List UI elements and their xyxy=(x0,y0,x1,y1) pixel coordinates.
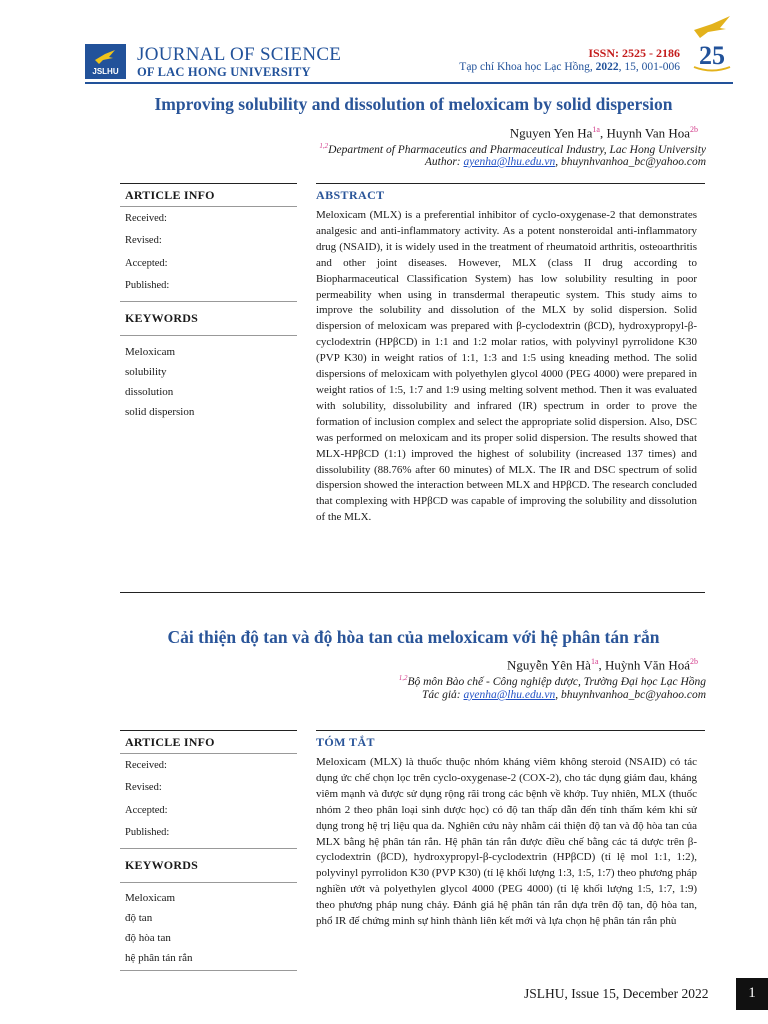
article-info-heading: ARTICLE INFO xyxy=(125,735,215,749)
keyword-item: dissolution xyxy=(125,386,174,398)
divider xyxy=(120,882,297,883)
divider xyxy=(316,730,705,731)
keyword-item: solid dispersion xyxy=(125,406,195,418)
keyword-item: Meloxicam xyxy=(125,892,176,904)
affiliation-english: $^{1,2}$Department of Pharmaceutics and Pharmaceutical Industry, Lac Hong University xyxy=(319,142,706,156)
plane-icon xyxy=(694,16,730,38)
journal-subtitle: OF LAC HONG UNIVERSITY xyxy=(137,65,311,79)
divider xyxy=(120,335,297,336)
issn: ISSN: 2525 - 2186 xyxy=(588,46,680,60)
citation: Tạp chí Khoa học Lạc Hồng, 2022, 15, 001-006 xyxy=(459,61,680,73)
authors-vietnamese: Nguyễn Yên $Hà^{1a}$, Huỳnh Văn Hoá$^{2b}$ xyxy=(506,657,698,673)
divider xyxy=(120,183,297,184)
header-divider xyxy=(85,82,733,84)
divider xyxy=(120,206,297,207)
title-vietnamese: Cải thiện độ tan và độ hòa tan của meloxicam với hệ phân tán rắn xyxy=(167,627,660,647)
keyword-item: solubility xyxy=(125,366,167,378)
email-link[interactable]: ayenha@lhu.edu.vn xyxy=(463,689,556,701)
footer-issue: JSLHU, Issue 15, December 2022 xyxy=(524,986,709,1001)
article-info-heading: ARTICLE INFO xyxy=(125,188,215,202)
divider xyxy=(120,753,297,754)
keyword-item: hệ phân tán rắn xyxy=(125,952,193,964)
keyword-item: Meloxicam xyxy=(125,346,176,358)
published-label: Published: xyxy=(125,827,170,838)
received-label: Received: xyxy=(125,760,167,771)
published-label: Published: xyxy=(125,280,170,291)
journal-name: JOURNAL OF SCIENCE xyxy=(137,44,342,65)
bird-icon xyxy=(93,48,118,66)
divider xyxy=(120,848,297,849)
revised-label: Revised: xyxy=(125,235,162,246)
section-divider xyxy=(120,592,705,593)
abstract-heading: ABSTRACT xyxy=(316,188,385,202)
keyword-list xyxy=(125,888,193,968)
anniversary-emblem xyxy=(686,14,738,76)
keyword-item: độ hòa tan xyxy=(125,932,171,944)
received-label: Received: xyxy=(125,213,167,224)
revised-label: Revised: xyxy=(125,782,162,793)
abstract-heading: TÓM TẮT xyxy=(316,735,375,749)
keywords-heading: KEYWORDS xyxy=(125,311,198,325)
email-link[interactable]: ayenha@lhu.edu.vn xyxy=(463,156,556,168)
title-english: Improving solubility and dissolution of meloxicam by solid dispersion xyxy=(154,94,673,114)
affiliation-vietnamese: $^{1,2}$Bộ môn Bào chế - Công nghiệp dược, Trường Đại học Lạc Hồng xyxy=(398,674,706,688)
abstract-text: Meloxicam (MLX) là thuốc thuộc nhóm kháng viêm không steroid (NSAID) có tác dụng ức chế chọn lọc trên cyclo-oxygenase-2 (COX-2), cho tác dụng giảm đau, kháng viêm mạnh và được sử dụng rộng rãi trong các bệnh về khớp. Tuy nhiên, MLX (thuốc nhóm 2 theo phân loại sinh dược học) có độ tan thấp dẫn đến tính thấm kém khi sử dụng trong hệ trị liệu qua da. Nghiên cứu này nhằm cải thiện độ tan và độ hòa tan của MLX bằng hệ phân tán rắn. Hệ phân tán rắn được điều chế bằng các tá dược trên β-cyclodextrin (βCD), hydroxypropyl-β-cyclodextrin (HPβCD) (tỉ lệ mol 1:1, 1:2), polyvinyl pyrrolidon K30 (PVP K30) (tỉ lệ khối lượng 1:3, 1:5, 1:7) theo phương pháp nghiền ướt và polyethylen glycol 4000 (PEG 4000) (tỉ lệ khối lượng 1:5, 1:7, 1:9) theo phương pháp nung chảy. Đánh giá hệ phân tán rắn dựa trên độ tan, độ hòa tan, phổ IR để chứng minh sự hình thành liên kết mới và lựa chọn hệ phân tán rắn phù xyxy=(316,756,697,928)
authors-english: Nguyen Yen $Ha^{1a}$, Huynh Van Hoa$^{2b}$ xyxy=(509,125,698,141)
keyword-list xyxy=(125,342,194,422)
divider xyxy=(120,970,297,971)
author-emails-vietnamese: Tác giả: ayenha@lhu.edu.vn, bhuynhvanhoa_bc@yahoo.com xyxy=(421,689,706,701)
page-number: 1 xyxy=(736,978,768,1010)
author-emails-english: Author: ayenha@lhu.edu.vn, bhuynhvanhoa_bc@yahoo.com xyxy=(424,156,706,168)
logo-text: JSLHU xyxy=(92,67,119,76)
accepted-label: Accepted: xyxy=(125,258,168,269)
divider xyxy=(316,183,705,184)
journal-logo xyxy=(85,44,126,79)
divider xyxy=(120,730,297,731)
keyword-item: độ tan xyxy=(125,912,153,924)
accepted-label: Accepted: xyxy=(125,805,168,816)
emblem-number: 25 xyxy=(699,41,725,70)
abstract-text: Meloxicam (MLX) is a preferential inhibitor of cyclo-oxygenase-2 that demonstrates analgesic and anti-inflammatory activity. As a potent nonsteroidal anti-inflammatory drug (NSAID), it is widely used in the treatment of rheumatoid arthritis, osteoarthritis and other joint diseases. However, MLX (class II drug according to Biopharmaceutical Classification System) has low solubility resulting in poor permeability when using in transdermal therapeutic system. This study aims to improve the solubility and dissolution of the MLX by solid dispersion. Solid dispersion of meloxicam was prepared with β-cyclodextrin (βCD), hydroxypropyl-β-cyclodextrin (HPβCD) in 1:1 and 1:2 molar ratios, with polyvinyl pyrrolidone K30 (PVP K30) in weight ratios of 1:1, 1:3 and 1:5 using kneading method. The solid dispersions of meloxicam with polyethylen glycol 4000 (PEG 4000) were prepared in weight ratios of 1:5, 1:7 and 1:9 using melting solvent method. Then it was evaluated with solubility, dissolubility and infrared (IR) spectrum in order to prove the formation of inclusion complex and select the appropriate solid dispersion. Also, DSC was performed on meloxicam and its proper solid dispersion. The results showed that MLX-HPβCD (1:1) improved the highest of solubility (increased 137 times) and dissolubility (88.76% after 60 minutes) of MLX. The IR and DSC spectrum of solid dispersion showed the interaction between MLX and HPβCD. The research concluded that complexing with HPβCD was capable of improving the solubility and dissolution of the MLX. xyxy=(316,209,697,524)
keywords-heading: KEYWORDS xyxy=(125,858,198,872)
divider xyxy=(120,301,297,302)
